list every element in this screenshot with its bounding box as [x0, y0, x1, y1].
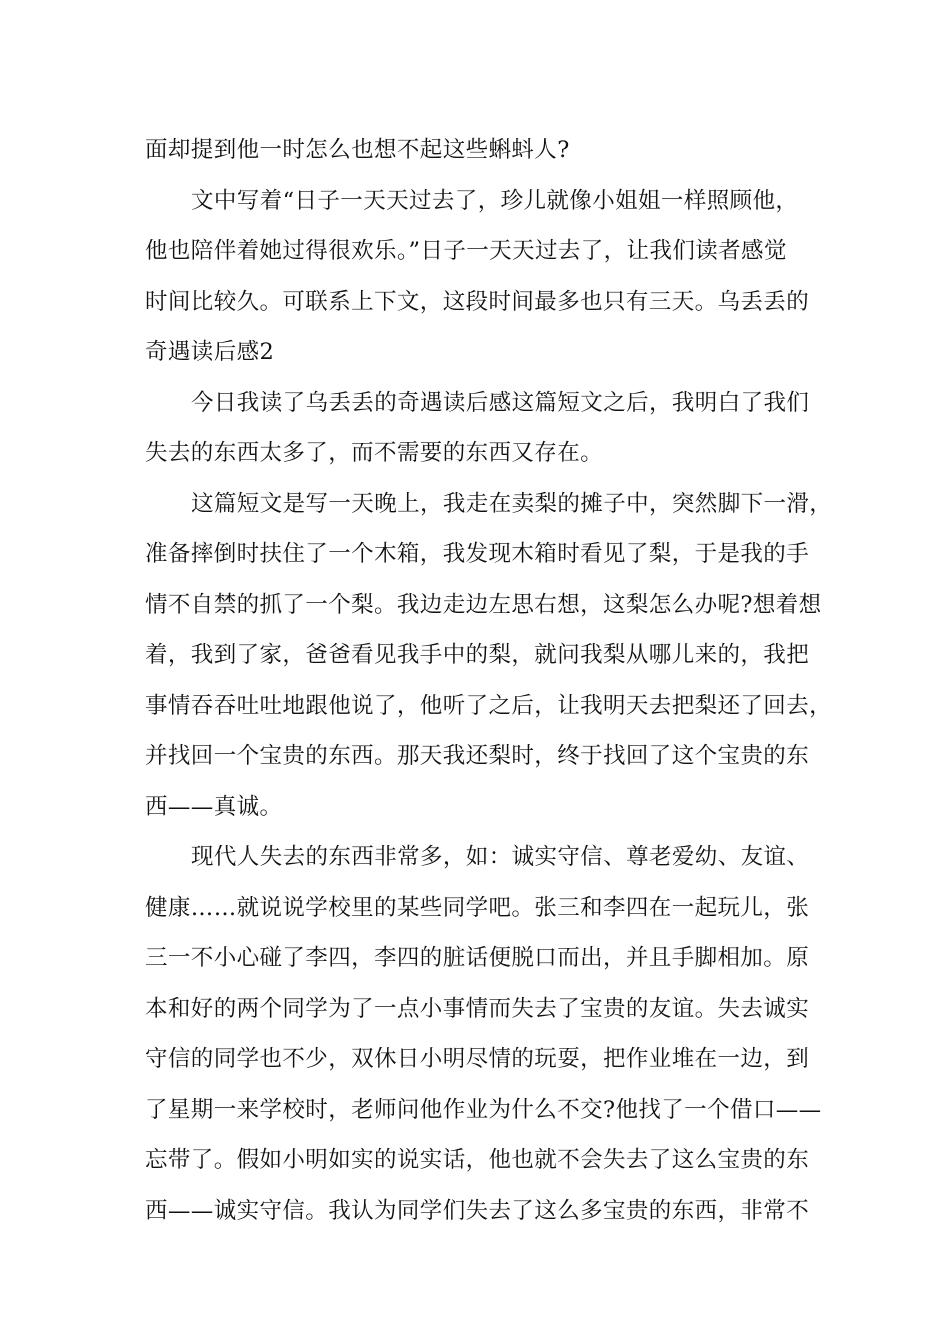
text-line-7: 失去的东西太多了，而不需要的东西又存在。: [145, 440, 604, 466]
text-line-15: 现代人失去的东西非常多，如：诚实守信、尊老爱幼、友谊、: [191, 844, 810, 870]
text-line-11: 着，我到了家，爸爸看见我手中的梨，就问我梨从哪儿来的，我把: [145, 642, 810, 668]
text-line-20: 了星期一来学校时，老师问他作业为什么不交?他找了一个借口——: [145, 1097, 822, 1123]
text-line-13: 并找回一个宝贵的东西。那天我还梨时，终于找回了这个宝贵的东: [145, 743, 810, 769]
text-line-2: 文中写着“日子一天天过去了，珍儿就像小姐姐一样照顾他，: [191, 188, 799, 214]
text-line-14: 西——真诚。: [145, 794, 283, 820]
text-line-5: 奇遇读后感2: [145, 339, 275, 365]
text-line-12: 事情吞吞吐吐地跟他说了，他听了之后，让我明天去把梨还了回去，: [145, 693, 833, 719]
text-line-1: 面却提到他一时怎么也想不起这些蝌蚪人?: [145, 137, 570, 163]
text-line-10: 情不自禁的抓了一个梨。我边走边左思右想，这梨怎么办呢?想着想: [145, 592, 822, 618]
text-line-17: 三一不小心碰了李四，李四的脏话便脱口而出，并且手脚相加。原: [145, 945, 810, 971]
text-line-8: 这篇短文是写一天晚上，我走在卖梨的摊子中，突然脚下一滑，: [191, 491, 833, 517]
text-line-3: 他也陪伴着她过得很欢乐。”日子一天天过去了，让我们读者感觉: [145, 238, 787, 264]
text-line-18: 本和好的两个同学为了一点小事情而失去了宝贵的友谊。失去诚实: [145, 996, 810, 1022]
text-line-6: 今日我读了乌丢丢的奇遇读后感这篇短文之后，我明白了我们: [191, 390, 810, 416]
text-line-9: 准备摔倒时扶住了一个木箱，我发现木箱时看见了梨，于是我的手: [145, 541, 810, 567]
text-line-22: 西——诚实守信。我认为同学们失去了这么多宝贵的东西，非常不: [145, 1198, 810, 1224]
text-line-16: 健康……就说说学校里的某些同学吧。张三和李四在一起玩儿，张: [145, 895, 810, 921]
text-line-19: 守信的同学也不少，双休日小明尽情的玩耍，把作业堆在一边，到: [145, 1046, 810, 1072]
text-line-21: 忘带了。假如小明如实的说实话，他也就不会失去了这么宝贵的东: [145, 1147, 810, 1173]
text-line-4: 时间比较久。可联系上下文，这段时间最多也只有三天。乌丢丢的: [145, 289, 810, 315]
